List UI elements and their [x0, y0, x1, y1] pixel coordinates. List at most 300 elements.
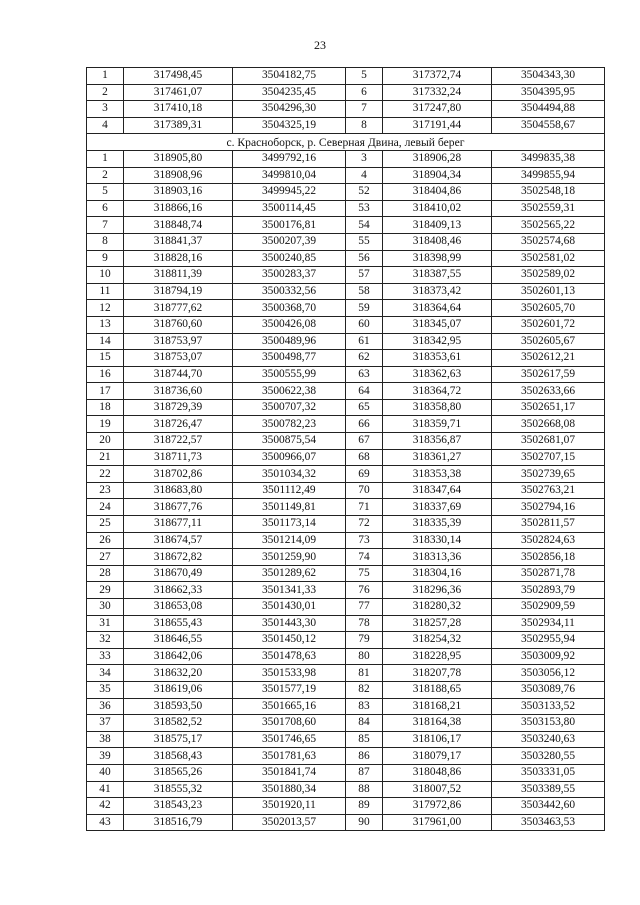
x-coord-right: 318342,95	[383, 333, 492, 350]
point-number-left: 42	[87, 798, 124, 815]
x-coord-left: 318619,06	[124, 681, 233, 698]
point-number-left: 19	[87, 416, 124, 433]
point-number-left: 17	[87, 383, 124, 400]
x-coord-right: 318387,55	[383, 267, 492, 284]
point-number-right: 59	[346, 300, 383, 317]
y-coord-left: 3504182,75	[233, 68, 346, 85]
y-coord-left: 3500368,70	[233, 300, 346, 317]
x-coord-right: 318347,64	[383, 482, 492, 499]
x-coord-right: 318335,39	[383, 516, 492, 533]
point-number-right: 3	[346, 150, 383, 167]
y-coord-right: 3502856,18	[492, 549, 605, 566]
table-row	[87, 565, 605, 582]
x-coord-left: 318677,11	[124, 516, 233, 533]
table-row	[87, 300, 605, 317]
table-row	[87, 632, 605, 649]
y-coord-right: 3502871,78	[492, 565, 605, 582]
x-coord-left: 317410,18	[124, 101, 233, 118]
y-coord-left: 3501450,12	[233, 632, 346, 649]
point-number-left: 2	[87, 167, 124, 184]
x-coord-right: 318188,65	[383, 681, 492, 698]
point-number-left: 15	[87, 350, 124, 367]
y-coord-left: 3501920,11	[233, 798, 346, 815]
y-coord-right: 3502681,07	[492, 433, 605, 450]
point-number-right: 77	[346, 599, 383, 616]
x-coord-left: 318632,20	[124, 665, 233, 682]
x-coord-right: 318358,80	[383, 399, 492, 416]
y-coord-left: 3501880,34	[233, 781, 346, 798]
x-coord-right: 317191,44	[383, 117, 492, 134]
x-coord-right: 318168,21	[383, 698, 492, 715]
point-number-right: 56	[346, 250, 383, 267]
table-row	[87, 516, 605, 533]
table-row	[87, 764, 605, 781]
x-coord-left: 318655,43	[124, 615, 233, 632]
point-number-right: 86	[346, 748, 383, 765]
x-coord-left: 318726,47	[124, 416, 233, 433]
x-coord-left: 318736,60	[124, 383, 233, 400]
point-number-left: 35	[87, 681, 124, 698]
y-coord-left: 3501478,63	[233, 648, 346, 665]
point-number-right: 89	[346, 798, 383, 815]
x-coord-left: 318828,16	[124, 250, 233, 267]
table-row	[87, 117, 605, 134]
table-row	[87, 200, 605, 217]
table-row	[87, 499, 605, 516]
point-number-right: 60	[346, 316, 383, 333]
x-coord-right: 318164,38	[383, 715, 492, 732]
point-number-right: 74	[346, 549, 383, 566]
x-coord-left: 318662,33	[124, 582, 233, 599]
x-coord-right: 318296,36	[383, 582, 492, 599]
x-coord-right: 317247,80	[383, 101, 492, 118]
table-row	[87, 748, 605, 765]
point-number-right: 61	[346, 333, 383, 350]
y-coord-left: 3500240,85	[233, 250, 346, 267]
table-row	[87, 582, 605, 599]
point-number-right: 85	[346, 731, 383, 748]
table-row	[87, 482, 605, 499]
point-number-right: 55	[346, 233, 383, 250]
y-coord-left: 3501259,90	[233, 549, 346, 566]
point-number-left: 20	[87, 433, 124, 450]
table-row	[87, 416, 605, 433]
point-number-left: 1	[87, 68, 124, 85]
x-coord-left: 318866,16	[124, 200, 233, 217]
x-coord-right: 318356,87	[383, 433, 492, 450]
y-coord-left: 3500332,56	[233, 283, 346, 300]
y-coord-right: 3502763,21	[492, 482, 605, 499]
y-coord-left: 3501034,32	[233, 466, 346, 483]
point-number-left: 29	[87, 582, 124, 599]
y-coord-right: 3499855,94	[492, 167, 605, 184]
y-coord-right: 3503331,05	[492, 764, 605, 781]
table-row	[87, 615, 605, 632]
y-coord-left: 3500426,08	[233, 316, 346, 333]
y-coord-left: 3501841,74	[233, 764, 346, 781]
point-number-left: 26	[87, 532, 124, 549]
y-coord-left: 3500966,07	[233, 449, 346, 466]
y-coord-right: 3504494,88	[492, 101, 605, 118]
y-coord-left: 3504325,19	[233, 117, 346, 134]
y-coord-right: 3503056,12	[492, 665, 605, 682]
x-coord-right: 318408,46	[383, 233, 492, 250]
y-coord-right: 3502955,94	[492, 632, 605, 649]
point-number-left: 28	[87, 565, 124, 582]
point-number-right: 66	[346, 416, 383, 433]
y-coord-right: 3502934,11	[492, 615, 605, 632]
y-coord-left: 3501173,14	[233, 516, 346, 533]
table-row	[87, 184, 605, 201]
table-row	[87, 715, 605, 732]
point-number-left: 9	[87, 250, 124, 267]
y-coord-right: 3502909,59	[492, 599, 605, 616]
y-coord-right: 3502668,08	[492, 416, 605, 433]
point-number-left: 37	[87, 715, 124, 732]
y-coord-left: 3500555,99	[233, 366, 346, 383]
x-coord-right: 318207,78	[383, 665, 492, 682]
x-coord-left: 318582,52	[124, 715, 233, 732]
y-coord-right: 3503442,60	[492, 798, 605, 815]
y-coord-right: 3503133,52	[492, 698, 605, 715]
x-coord-right: 318373,42	[383, 283, 492, 300]
point-number-right: 71	[346, 499, 383, 516]
y-coord-right: 3502739,65	[492, 466, 605, 483]
point-number-right: 5	[346, 68, 383, 85]
y-coord-left: 3501577,19	[233, 681, 346, 698]
x-coord-left: 318568,43	[124, 748, 233, 765]
point-number-left: 14	[87, 333, 124, 350]
y-coord-left: 3500498,77	[233, 350, 346, 367]
y-coord-left: 3500283,37	[233, 267, 346, 284]
x-coord-left: 318672,82	[124, 549, 233, 566]
x-coord-right: 318359,71	[383, 416, 492, 433]
point-number-left: 27	[87, 549, 124, 566]
point-number-left: 10	[87, 267, 124, 284]
point-number-right: 64	[346, 383, 383, 400]
point-number-left: 38	[87, 731, 124, 748]
point-number-left: 24	[87, 499, 124, 516]
point-number-right: 88	[346, 781, 383, 798]
table-row	[87, 698, 605, 715]
y-coord-left: 3501149,81	[233, 499, 346, 516]
y-coord-left: 3500707,32	[233, 399, 346, 416]
y-coord-left: 3500207,39	[233, 233, 346, 250]
y-coord-right: 3502601,72	[492, 316, 605, 333]
point-number-right: 90	[346, 814, 383, 831]
point-number-left: 13	[87, 316, 124, 333]
x-coord-right: 318404,86	[383, 184, 492, 201]
point-number-right: 84	[346, 715, 383, 732]
x-coord-right: 318904,34	[383, 167, 492, 184]
x-coord-right: 318364,64	[383, 300, 492, 317]
point-number-right: 83	[346, 698, 383, 715]
y-coord-left: 3500782,23	[233, 416, 346, 433]
point-number-right: 62	[346, 350, 383, 367]
point-number-right: 65	[346, 399, 383, 416]
x-coord-left: 318670,49	[124, 565, 233, 582]
y-coord-right: 3502811,57	[492, 516, 605, 533]
x-coord-left: 318722,57	[124, 433, 233, 450]
x-coord-right: 318906,28	[383, 150, 492, 167]
x-coord-left: 318646,55	[124, 632, 233, 649]
y-coord-right: 3503089,76	[492, 681, 605, 698]
x-coord-right: 318048,86	[383, 764, 492, 781]
x-coord-right: 318228,95	[383, 648, 492, 665]
x-coord-left: 318653,08	[124, 599, 233, 616]
y-coord-right: 3503009,92	[492, 648, 605, 665]
point-number-right: 69	[346, 466, 383, 483]
y-coord-left: 3502013,57	[233, 814, 346, 831]
x-coord-right: 318106,17	[383, 731, 492, 748]
table-row	[87, 798, 605, 815]
table-body-main	[87, 150, 605, 830]
y-coord-right: 3502893,79	[492, 582, 605, 599]
table-row	[87, 781, 605, 798]
point-number-right: 75	[346, 565, 383, 582]
y-coord-right: 3502794,16	[492, 499, 605, 516]
x-coord-right: 318313,36	[383, 549, 492, 566]
y-coord-left: 3501746,65	[233, 731, 346, 748]
table-row	[87, 399, 605, 416]
y-coord-right: 3502589,02	[492, 267, 605, 284]
point-number-right: 72	[346, 516, 383, 533]
point-number-right: 63	[346, 366, 383, 383]
point-number-left: 30	[87, 599, 124, 616]
point-number-left: 31	[87, 615, 124, 632]
y-coord-left: 3501112,49	[233, 482, 346, 499]
y-coord-right: 3503463,53	[492, 814, 605, 831]
x-coord-right: 318254,32	[383, 632, 492, 649]
table-row	[87, 333, 605, 350]
y-coord-right: 3502565,22	[492, 217, 605, 234]
x-coord-right: 318361,27	[383, 449, 492, 466]
table-row	[87, 383, 605, 400]
point-number-right: 76	[346, 582, 383, 599]
x-coord-right: 318304,16	[383, 565, 492, 582]
x-coord-right: 318330,14	[383, 532, 492, 549]
point-number-right: 87	[346, 764, 383, 781]
point-number-left: 6	[87, 200, 124, 217]
y-coord-left: 3501430,01	[233, 599, 346, 616]
point-number-right: 70	[346, 482, 383, 499]
table-row	[87, 366, 605, 383]
x-coord-left: 318711,73	[124, 449, 233, 466]
point-number-left: 39	[87, 748, 124, 765]
point-number-right: 67	[346, 433, 383, 450]
table-row	[87, 665, 605, 682]
y-coord-left: 3499792,16	[233, 150, 346, 167]
point-number-left: 18	[87, 399, 124, 416]
point-number-right: 68	[346, 449, 383, 466]
x-coord-right: 318345,07	[383, 316, 492, 333]
y-coord-left: 3501341,33	[233, 582, 346, 599]
table-row	[87, 267, 605, 284]
y-coord-left: 3501665,16	[233, 698, 346, 715]
x-coord-right: 318398,99	[383, 250, 492, 267]
point-number-left: 4	[87, 117, 124, 134]
point-number-left: 34	[87, 665, 124, 682]
point-number-right: 52	[346, 184, 383, 201]
table-row	[87, 814, 605, 831]
point-number-left: 12	[87, 300, 124, 317]
point-number-right: 53	[346, 200, 383, 217]
table-row	[87, 283, 605, 300]
x-coord-left: 318794,19	[124, 283, 233, 300]
x-coord-right: 318362,63	[383, 366, 492, 383]
point-number-right: 81	[346, 665, 383, 682]
point-number-left: 16	[87, 366, 124, 383]
x-coord-right: 317972,86	[383, 798, 492, 815]
point-number-left: 40	[87, 764, 124, 781]
x-coord-right: 318280,32	[383, 599, 492, 616]
y-coord-right: 3502605,70	[492, 300, 605, 317]
y-coord-right: 3502707,15	[492, 449, 605, 466]
x-coord-right: 318364,72	[383, 383, 492, 400]
point-number-right: 4	[346, 167, 383, 184]
y-coord-left: 3501708,60	[233, 715, 346, 732]
x-coord-left: 318565,26	[124, 764, 233, 781]
table-row	[87, 167, 605, 184]
point-number-right: 82	[346, 681, 383, 698]
y-coord-right: 3502559,31	[492, 200, 605, 217]
y-coord-right: 3503280,55	[492, 748, 605, 765]
point-number-right: 7	[346, 101, 383, 118]
table-row	[87, 433, 605, 450]
point-number-left: 5	[87, 184, 124, 201]
y-coord-right: 3502601,13	[492, 283, 605, 300]
x-coord-left: 317461,07	[124, 84, 233, 101]
y-coord-left: 3499945,22	[233, 184, 346, 201]
x-coord-left: 318677,76	[124, 499, 233, 516]
x-coord-right: 318257,28	[383, 615, 492, 632]
y-coord-left: 3499810,04	[233, 167, 346, 184]
point-number-right: 58	[346, 283, 383, 300]
x-coord-left: 318642,06	[124, 648, 233, 665]
x-coord-left: 318674,57	[124, 532, 233, 549]
y-coord-right: 3503240,63	[492, 731, 605, 748]
table-row	[87, 681, 605, 698]
section-title: с. Красноборск, р. Северная Двина, левый берег	[87, 134, 605, 151]
table-row	[87, 549, 605, 566]
page-number: 23	[314, 38, 326, 52]
y-coord-right: 3503389,55	[492, 781, 605, 798]
y-coord-left: 3501781,63	[233, 748, 346, 765]
table-row	[87, 217, 605, 234]
point-number-right: 8	[346, 117, 383, 134]
y-coord-right: 3502617,59	[492, 366, 605, 383]
y-coord-right: 3502548,18	[492, 184, 605, 201]
point-number-right: 79	[346, 632, 383, 649]
point-number-left: 36	[87, 698, 124, 715]
x-coord-right: 318079,17	[383, 748, 492, 765]
table-row	[87, 150, 605, 167]
point-number-left: 41	[87, 781, 124, 798]
y-coord-left: 3500114,45	[233, 200, 346, 217]
point-number-left: 43	[87, 814, 124, 831]
point-number-right: 73	[346, 532, 383, 549]
section-header-body	[87, 134, 605, 151]
point-number-left: 8	[87, 233, 124, 250]
y-coord-left: 3500176,81	[233, 217, 346, 234]
y-coord-right: 3502824,63	[492, 532, 605, 549]
point-number-left: 11	[87, 283, 124, 300]
x-coord-left: 318516,79	[124, 814, 233, 831]
table-row	[87, 731, 605, 748]
x-coord-left: 318905,80	[124, 150, 233, 167]
x-coord-left: 318760,60	[124, 316, 233, 333]
table-row	[87, 449, 605, 466]
x-coord-right: 318353,61	[383, 350, 492, 367]
y-coord-left: 3504296,30	[233, 101, 346, 118]
point-number-right: 6	[346, 84, 383, 101]
table-row	[87, 532, 605, 549]
table-row	[87, 466, 605, 483]
point-number-left: 32	[87, 632, 124, 649]
point-number-right: 57	[346, 267, 383, 284]
table-body-top	[87, 68, 605, 134]
table-row	[87, 648, 605, 665]
x-coord-left: 317498,45	[124, 68, 233, 85]
table-row	[87, 250, 605, 267]
table-row	[87, 84, 605, 101]
x-coord-left: 318811,39	[124, 267, 233, 284]
x-coord-right: 317961,00	[383, 814, 492, 831]
coordinates-table	[86, 67, 605, 831]
table-row	[87, 233, 605, 250]
x-coord-left: 318908,96	[124, 167, 233, 184]
point-number-left: 25	[87, 516, 124, 533]
x-coord-left: 318744,70	[124, 366, 233, 383]
y-coord-left: 3501214,09	[233, 532, 346, 549]
x-coord-left: 318841,37	[124, 233, 233, 250]
table-row	[87, 101, 605, 118]
table-row	[87, 599, 605, 616]
x-coord-right: 318353,38	[383, 466, 492, 483]
section-row	[87, 134, 605, 151]
y-coord-right: 3502581,02	[492, 250, 605, 267]
y-coord-left: 3500875,54	[233, 433, 346, 450]
x-coord-right: 317372,74	[383, 68, 492, 85]
point-number-left: 33	[87, 648, 124, 665]
y-coord-left: 3501289,62	[233, 565, 346, 582]
x-coord-right: 317332,24	[383, 84, 492, 101]
x-coord-left: 318777,62	[124, 300, 233, 317]
point-number-left: 22	[87, 466, 124, 483]
point-number-right: 54	[346, 217, 383, 234]
table-row	[87, 316, 605, 333]
x-coord-left: 318575,17	[124, 731, 233, 748]
point-number-left: 7	[87, 217, 124, 234]
y-coord-right: 3503153,80	[492, 715, 605, 732]
point-number-right: 80	[346, 648, 383, 665]
point-number-left: 3	[87, 101, 124, 118]
x-coord-left: 318848,74	[124, 217, 233, 234]
x-coord-right: 318337,69	[383, 499, 492, 516]
x-coord-right: 318409,13	[383, 217, 492, 234]
x-coord-right: 318410,02	[383, 200, 492, 217]
point-number-left: 2	[87, 84, 124, 101]
y-coord-left: 3501533,98	[233, 665, 346, 682]
x-coord-right: 318007,52	[383, 781, 492, 798]
y-coord-right: 3502633,66	[492, 383, 605, 400]
y-coord-right: 3504558,67	[492, 117, 605, 134]
x-coord-left: 318903,16	[124, 184, 233, 201]
point-number-left: 21	[87, 449, 124, 466]
y-coord-right: 3504395,95	[492, 84, 605, 101]
x-coord-left: 318543,23	[124, 798, 233, 815]
y-coord-left: 3500622,38	[233, 383, 346, 400]
